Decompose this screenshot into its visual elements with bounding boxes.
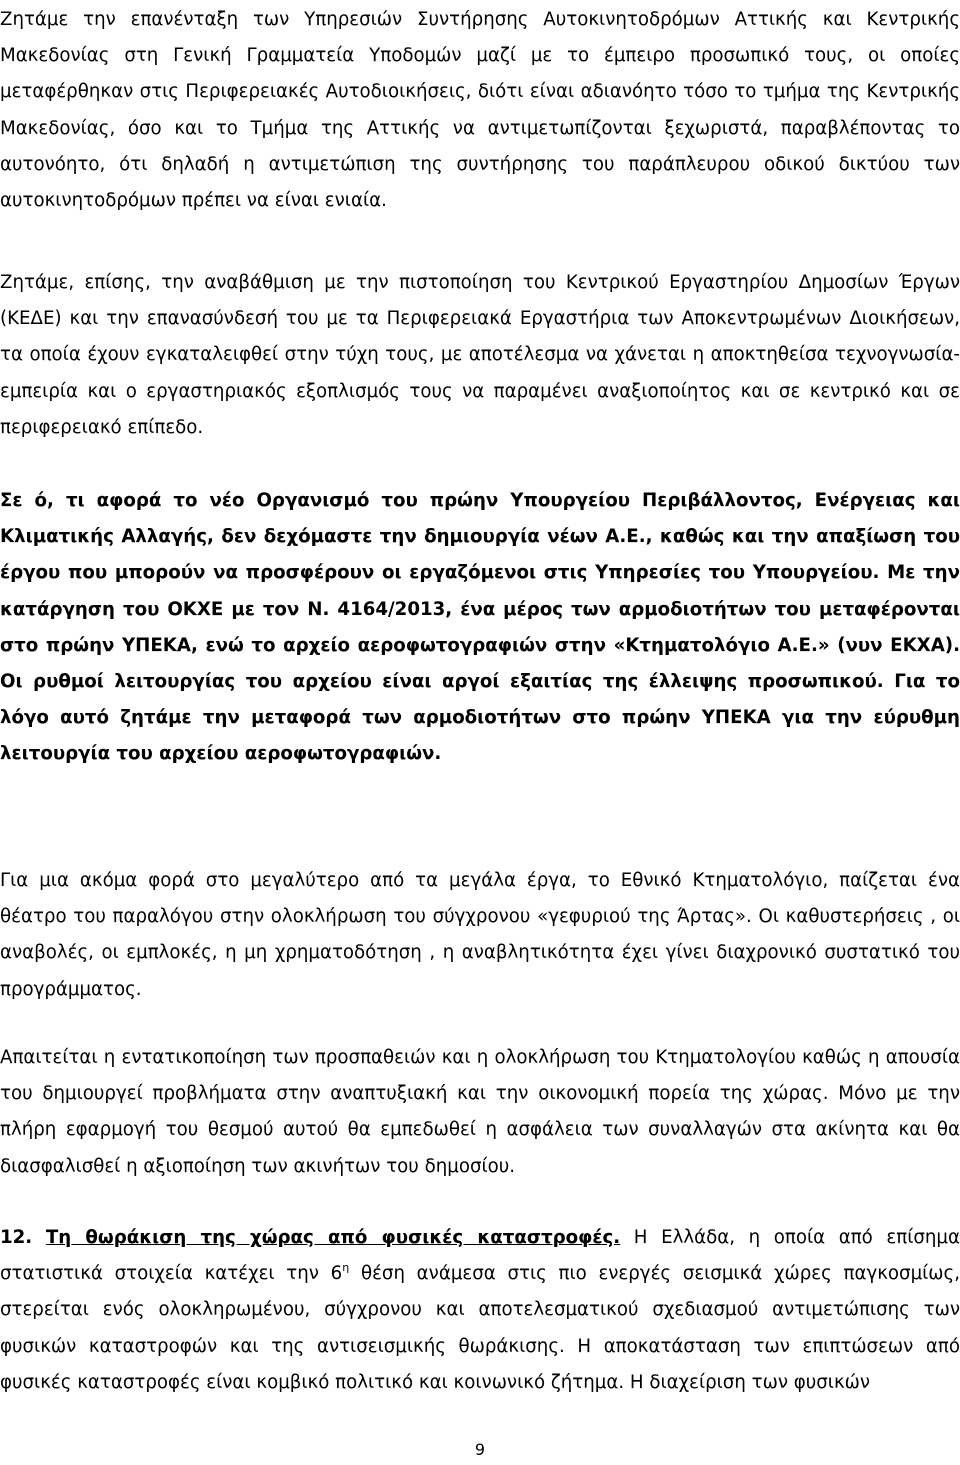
page-number: 9 bbox=[474, 1440, 486, 1459]
section-title: Τη θωράκιση της χώρας από φυσικές καταστροφές. bbox=[45, 1227, 621, 1248]
section-text-start: Η Ελλάδα, η οποία από επίσημα στατιστικά στοιχεία κατέχει την 6 bbox=[0, 1227, 960, 1285]
paragraph-road-maintenance: Ζητάμε την επανένταξη των Υπηρεσιών Συντήρησης Αυτοκινητοδρόμων Αττικής και Κεντρικής Μακεδονίας στη Γενική Γραμματεία Υποδομών μαζί με το έμπειρο προσωπικό τους, οι οποίες μεταφέρθηκαν στις Περιφερειακές Αυτοδιοικήσεις, διότι είναι αδιανόητο τόσο το τμήμα της Κεντρικής Μακεδονίας, όσο και το Τμήμα της Αττικής να αντιμετωπίζονται ξεχωριστά, παραβλέποντας το αυτονόητο, ότι δηλαδή η αντιμετώπιση της συντήρησης του παράπλευρου οδικού δικτύου των αυτοκινητοδρόμων πρέπει να είναι ενιαία. bbox=[0, 9, 960, 212]
section-text-rest: θέση ανάμεσα στις πιο ενεργές σεισμικά χώρες παγκοσμίως, στερείται ενός ολοκληρωμένου, σύγχρονου και αποτελεσματικού σχεδιασμού αντιμετώπισης των φυσικών καταστροφών και της αντισεισμικής θωράκισης. Η αποκατάσταση των επιπτώσεων από φυσικές καταστροφές είναι κομβικό πολιτικό και κοινωνικό ζήτημα. Η διαχείριση των φυσικών bbox=[0, 1263, 960, 1393]
paragraph-cadastre-delays: Για μια ακόμα φορά στο μεγαλύτερο από τα μεγάλα έργα, το Εθνικό Κτηματολόγιο, παίζεται ένα θέατρο του παραλόγου στην ολοκλήρωση του σύγχρονου «γεφυριού της Άρτας». Οι καθυστερήσεις , οι αναβολές, οι εμπλοκές, η μη χρηματοδότηση , η αναβλητικότητα έχει γίνει διαχρονικό συστατικό του προγράμματος. bbox=[0, 870, 960, 1000]
paragraph-central-laboratory: Ζητάμε, επίσης, την αναβάθμιση με την πιστοποίηση του Κεντρικού Εργαστηρίου Δημοσίων Έργων (ΚΕΔΕ) και την επανασύνδεσή του με τα Περιφερειακά Εργαστήρια των Αποκεντρωμένων Διοικήσεων, τα οποία έχουν εγκαταλειφθεί στην τύχη τους, με αποτέλεσμα να χάνεται η αποκτηθείσα τεχνογνωσία-εμπειρία και ο εργαστηριακός εξοπλισμός τους να παραμένει αναξιοποίητος και σε κεντρικό και σε περιφερειακό επίπεδο. bbox=[0, 272, 960, 438]
paragraph-cadastre-completion: Απαιτείται η εντατικοποίηση των προσπαθειών και η ολοκλήρωση του Κτηματολογίου καθώς η απουσία του δημιουργεί προβλήματα στην αναπτυξιακή και την οικονομική πορεία της χώρας. Μόνο με την πλήρη εφαρμογή του θεσμού αυτού θα εμπεδωθεί η ασφάλεια των συναλλαγών στα ακίνητα και θα διασφαλισθεί η αξιοποίηση των ακινήτων του δημοσίου. bbox=[0, 1047, 960, 1177]
section-number: 12. bbox=[0, 1227, 33, 1248]
paragraph-ministry-organization: Σε ό, τι αφορά το νέο Οργανισμό του πρώην Υπουργείου Περιβάλλοντος, Ενέργειας και Κλιματικής Αλλαγής, δεν δεχόμαστε την δημιουργία νέων Α.Ε., καθώς και την απαξίωση του έργου που μπορούν να προσφέρουν οι εργαζόμενοι στις Υπηρεσίες του Υπουργείου. Με την κατάργηση του ΟΚΧΕ με τον Ν. 4164/2013, ένα μέρος των αρμοδιοτήτων του μεταφέρονται στο πρώην ΥΠΕΚΑ, ενώ το αρχείο αεροφωτογραφιών στην «Κτηματολόγιο Α.Ε.» (νυν ΕΚΧΑ). Οι ρυθμοί λειτουργίας του αρχείου είναι αργοί εξαιτίας της έλλειψης προσωπικού. Για το λόγο αυτό ζητάμε την μεταφορά των αρμοδιοτήτων στο πρώην ΥΠΕΚΑ για την εύρυθμη λειτουργία του αρχείου αεροφωτογραφιών. bbox=[0, 490, 960, 765]
ordinal-superscript: η bbox=[342, 1261, 350, 1275]
section-12-paragraph bbox=[0, 1220, 960, 1401]
